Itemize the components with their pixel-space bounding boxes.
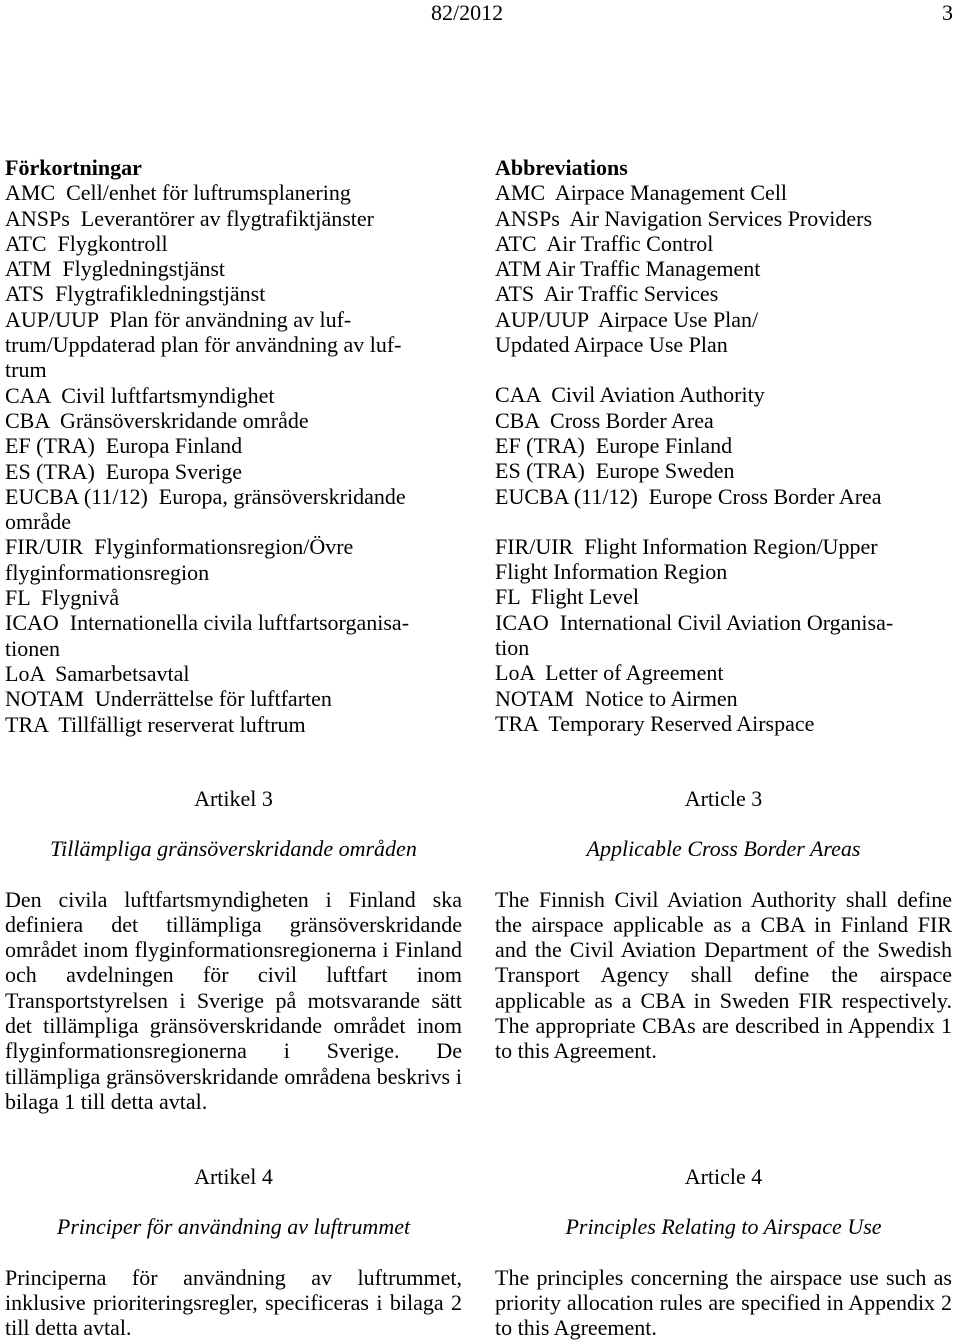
issue-number: 82/2012 [431, 0, 504, 25]
abbreviation-line: ANSPs Leverantörer av flygtrafiktjänster [5, 205, 374, 231]
abbreviation-line: tion [495, 635, 530, 661]
abbreviation-line: LoA Letter of Agreement [495, 660, 724, 686]
abbreviation-line: FL Flight Level [495, 584, 640, 610]
abbreviation-line: FL Flygnivå [5, 585, 120, 611]
abbreviation-line: CAA Civil luftfartsmyndighet [5, 382, 275, 408]
abbreviation-line: CBA Gränsöverskridande område [5, 407, 309, 433]
abbreviation-line: ES (TRA) Europe Sweden [495, 458, 735, 484]
article-body: Principerna för användning av luftrummet, inklusive prioriteringsregler, specificeras i bilaga 2 till detta avtal. [5, 1264, 462, 1341]
abbreviation-line: FIR/UIR Flyginformationsregion/Övre [5, 534, 354, 560]
abbreviation-line: ES (TRA) Europa Sverige [5, 458, 243, 484]
abbr-list-en-1 [495, 180, 952, 357]
abbreviation-line: LoA Samarbetsavtal [5, 660, 190, 686]
abbreviation-line: AMC Cell/enhet för luftrumsplanering [5, 180, 351, 206]
abbreviation-line: trum/Uppdaterad plan för användning av luf- [5, 332, 402, 358]
abbreviation-line: AUP/UUP Airpace Use Plan/ [495, 306, 759, 332]
abbreviation-line: ATS Flygtrafikledningstjänst [5, 281, 266, 307]
article-subtitle: Principles Relating to Airspace Use [565, 1214, 882, 1240]
article-title: Article 3 [684, 786, 763, 811]
article-body: Den civila luftfartsmyndigheten i Finland ska definiera det tillämpliga gränsöverskridande området inom flyginformationsregionerna i Finland och avdelningen för civil luftfart inom Transportstyrelsen i Sverige på motsvarande sätt det tillämpliga gränsöverskridande området inom flyginformationsregionerna i Sverige. De tillämpliga gränsöverskridande områdena beskrivs i bilaga 1 till detta avtal. [5, 886, 462, 1114]
abbreviations-english [495, 155, 952, 736]
abbreviation-line: CAA Civil Aviation Authority [495, 382, 765, 408]
abbreviation-line: flyginformationsregion [5, 559, 210, 585]
abbreviation-line: ATM Air Traffic Management [495, 256, 761, 282]
article-4-english [495, 1164, 952, 1340]
abbreviation-line: EF (TRA) Europe Finland [495, 432, 733, 458]
article-3-swedish [5, 786, 462, 1114]
abbreviation-line: EUCBA (11/12) Europa, gränsöverskridande [5, 483, 406, 509]
abbreviation-line: AUP/UUP Plan för användning av luf- [5, 306, 352, 332]
abbreviation-line: CBA Cross Border Area [495, 407, 714, 433]
abbr-list-en-2 [495, 382, 952, 508]
abbreviation-line: EF (TRA) Europa Finland [5, 433, 243, 459]
abbreviations-heading-sv: Förkortningar [5, 155, 142, 180]
abbreviation-line: TRA Temporary Reserved Airspace [495, 710, 815, 736]
article-3-english [495, 786, 952, 1064]
abbreviation-line: NOTAM Underrättelse för luftfarten [5, 686, 332, 712]
article-title: Artikel 4 [194, 1164, 273, 1189]
abbreviation-line: EUCBA (11/12) Europe Cross Border Area [495, 483, 882, 509]
abbreviation-line: trum [5, 357, 47, 383]
abbreviation-line: ICAO International Civil Aviation Organisa- [495, 609, 894, 635]
article-body: The principles concerning the airspace use such as priority allocation rules are specified in Appendix 2 to this Agreement. [495, 1264, 952, 1341]
article-4-swedish [5, 1164, 462, 1340]
abbr-list-en-3 [495, 534, 952, 736]
abbreviation-line: AMC Airpace Management Cell [495, 180, 788, 206]
abbreviation-line: ATC Flygkontroll [5, 230, 168, 256]
page-number: 3 [942, 0, 953, 25]
abbreviations-heading-en: Abbreviations [495, 155, 628, 180]
article-subtitle: Tillämpliga gränsöverskridande områden [50, 836, 417, 862]
article-body: The Finnish Civil Aviation Authority shall define the airspace applicable as a CBA in Finland FIR and the Civil Aviation Department of the Swedish Transport Agency shall define the airspace applicable as a CBA in Sweden FIR respectively. The appropriate CBAs are described in Appendix 1 to this Agreement. [495, 886, 952, 1064]
abbreviation-line: Updated Airpace Use Plan [495, 332, 728, 358]
article-subtitle: Applicable Cross Border Areas [586, 836, 861, 862]
abbreviation-line: ATM Flygledningstjänst [5, 256, 226, 282]
abbreviation-line: NOTAM Notice to Airmen [495, 685, 738, 711]
abbreviation-line: ATS Air Traffic Services [495, 281, 719, 307]
abbreviations-swedish [5, 155, 462, 737]
abbreviation-line: FIR/UIR Flight Information Region/Upper [495, 533, 878, 559]
abbreviation-line: ICAO Internationella civila luftfartsorganisa- [5, 610, 410, 636]
abbreviation-line: ANSPs Air Navigation Services Providers [495, 205, 873, 231]
article-title: Artikel 3 [194, 786, 273, 811]
abbreviation-line: tionen [5, 635, 60, 661]
article-subtitle: Principer för användning av luftrummet [56, 1214, 411, 1240]
abbreviation-line: ATC Air Traffic Control [495, 230, 714, 256]
abbreviation-line: TRA Tillfälligt reserverat luftrum [5, 711, 306, 737]
abbreviation-line: område [5, 509, 71, 535]
abbr-list-sv-1 [5, 180, 462, 382]
abbreviation-line: Flight Information Region [495, 559, 728, 585]
abbr-list-sv-2 [5, 383, 462, 737]
article-title: Article 4 [684, 1164, 763, 1189]
